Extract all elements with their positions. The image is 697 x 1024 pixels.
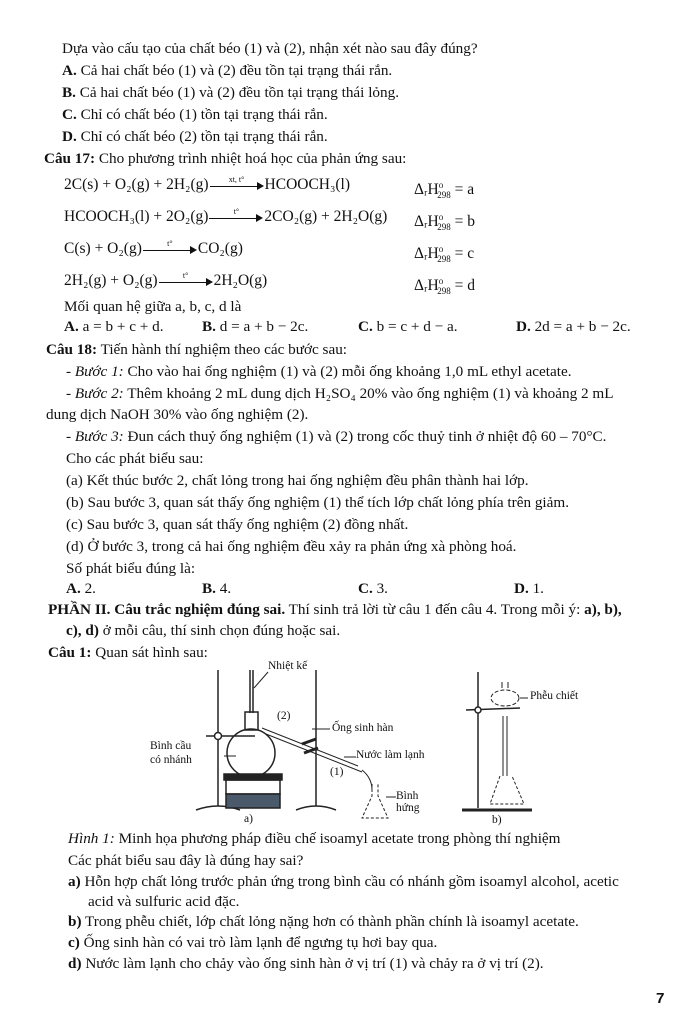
figure-caption-label: Hình 1: [68, 830, 115, 847]
reaction-arrow-icon [143, 239, 197, 256]
statement-text: Hỗn hợp chất lỏng trước phản ứng trong bình cầu có nhánh gồm isoamyl alcohol, acetic [80, 873, 619, 890]
option-key: D. [62, 128, 77, 145]
q18-step-2 [66, 385, 614, 403]
collecting-flask [490, 776, 524, 804]
option-key: C. [62, 106, 77, 123]
reaction-condition: t° [182, 271, 189, 281]
option-key: A. [64, 318, 79, 335]
question-stem: Quan sát hình sau: [91, 644, 208, 661]
q17-relation: Mối quan hệ giữa a, b, c, d là [64, 298, 242, 315]
step-name: Bước 1: [74, 363, 124, 380]
page-number: 7 [656, 990, 665, 1007]
label-flask: Bình cầu [150, 740, 192, 752]
option-key: A. [66, 580, 81, 597]
step-text: Thêm khoảng 2 mL dung dịch H₂SO₄ 20% vào ống nghiệm (1) và khoảng 2 mL [123, 385, 614, 402]
q1-statement-a-cont: acid và sulfuric acid đặc. [88, 893, 240, 910]
q16-option-c [62, 106, 328, 124]
equation-rhs: 2H₂O(g) [213, 272, 268, 289]
equation-rhs: HCOOCH₃(l) [264, 176, 351, 193]
statement-text: Trong phễu chiết, lớp chất lỏng nặng hơn có thành phần chính là isoamyl acetate. [81, 913, 579, 930]
enthalpy-symbol: ΔᵣH [414, 181, 439, 199]
statement-key: c) [68, 934, 80, 951]
label-position-1: (1) [330, 766, 344, 778]
option-text: 2. [80, 580, 96, 597]
q17-equation-2 [64, 207, 387, 227]
q18-header [46, 341, 347, 359]
option-key: D. [514, 580, 529, 597]
option-text: Chỉ có chất béo (2) tồn tại trạng thái rắn. [76, 128, 328, 145]
q1-statement-c [68, 934, 437, 952]
equation-rhs: 2CO₂(g) + 2H₂O(g) [264, 208, 388, 225]
label-position-2: (2) [277, 710, 291, 722]
option-key: B. [202, 580, 216, 597]
q1-statement-b [68, 913, 579, 931]
option-text: 3. [372, 580, 388, 597]
equation-lhs: C(s) + O₂(g) [64, 240, 142, 257]
enthalpy-sub: 298 [437, 222, 451, 233]
option-key: B. [202, 318, 216, 335]
question-stem: Tiến hành thí nghiệm theo các bước sau: [97, 341, 348, 358]
q1-ask: Các phát biểu sau đây là đúng hay sai? [68, 852, 304, 869]
statement-key: a) [68, 873, 81, 890]
q18-step-3 [66, 428, 606, 446]
condenser-clamp [302, 739, 316, 744]
label-separatory-funnel: Phễu chiết [530, 690, 579, 702]
q18-ask: Số phát biểu đúng là: [66, 560, 196, 577]
q18-statement-a: (a) Kết thúc bước 2, chất lỏng trong hai ống nghiệm đều phân thành hai lớp. [66, 472, 529, 489]
flask-neck [245, 712, 258, 730]
q17-equation-3 [64, 239, 243, 259]
enthalpy-value: c [467, 245, 475, 263]
option-text: Chỉ có chất béo (1) tồn tại trạng thái rắn. [76, 106, 328, 123]
figure-caption [68, 830, 560, 848]
q18-statement-c: (c) Sau bước 3, quan sát thấy ống nghiệm (2) đồng nhất. [66, 516, 409, 533]
part2-bold: c), d) [66, 622, 99, 639]
equation-rhs: CO₂(g) [197, 240, 243, 257]
enthalpy-value: b [467, 213, 475, 231]
q18-step-1 [66, 363, 572, 381]
q17-equation-4 [64, 271, 267, 291]
q18-step-2-cont: dung dịch NaOH 30% vào ống nghiệm (2). [46, 406, 309, 423]
statement-text: Nước làm lạnh cho chảy vào ống sinh hàn ở vị trí (1) và chảy ra ở vị trí (2). [81, 955, 544, 972]
step-text: Đun cách thuỷ ống nghiệm (1) và (2) trong cốc thuỷ tinh ở nhiệt độ 60 – 70°C. [123, 428, 607, 445]
clamp [466, 708, 520, 710]
enthalpy-sup: o [438, 180, 444, 190]
q18-option-b [202, 580, 231, 598]
option-text: 1. [528, 580, 544, 597]
clamp-joint [215, 733, 222, 740]
option-text: 4. [215, 580, 232, 597]
part2-header-cont [66, 622, 340, 640]
figure-separatory-funnel [450, 658, 610, 828]
separatory-funnel-diagram [450, 658, 610, 828]
q17-option-a [64, 318, 164, 336]
option-key: D. [516, 318, 531, 335]
question-label: Câu 18: [46, 341, 98, 358]
option-text: d = a + b − 2c. [215, 318, 309, 335]
label-thermometer: Nhiệt kế [268, 660, 308, 672]
enthalpy-sub: 298 [437, 286, 451, 297]
part2-title: PHẦN II. Câu trắc nghiệm đúng sai. [48, 601, 286, 618]
enthalpy-symbol: ΔᵣH [414, 245, 439, 263]
question-label: Câu 17: [44, 150, 96, 167]
enthalpy-symbol: ΔᵣH [414, 213, 439, 231]
caption-a: a) [244, 813, 253, 825]
part2-bold: a), b), [584, 601, 622, 618]
q18-statement-b: (b) Sau bước 3, quan sát thấy ống nghiệm (1) thể tích lớp chất lỏng phía trên giảm. [66, 494, 570, 511]
heater-body [226, 780, 280, 794]
reaction-condition: xt, t° [228, 175, 245, 185]
reaction-condition: t° [233, 207, 240, 217]
reaction-condition: t° [167, 239, 173, 249]
clamp-joint [475, 707, 481, 713]
q16-stem: Dựa vào cấu tạo của chất béo (1) và (2), nhận xét nào sau đây đúng? [62, 40, 478, 57]
label-cooling-water: Nước làm lạnh [356, 749, 425, 761]
enthalpy-sup: o [438, 244, 444, 254]
q16-option-b [62, 84, 399, 102]
question-label: Câu 1: [48, 644, 92, 661]
q16-option-a [62, 62, 392, 80]
q17-header [44, 150, 406, 168]
option-key: B. [62, 84, 76, 101]
step-prefix: - [66, 385, 75, 402]
q18-option-a [66, 580, 96, 598]
option-text: 2d = a + b − 2c. [530, 318, 631, 335]
statement-key: b) [68, 913, 82, 930]
q18-statement-d: (d) Ở bước 3, trong cả hai ống nghiệm đều xảy ra phản ứng xà phòng hoá. [66, 538, 517, 555]
equation-lhs: HCOOCH₃(l) + 2O₂(g) [64, 208, 209, 225]
q1-statement-d [68, 955, 544, 973]
heater-base [226, 794, 280, 808]
q18-option-c [358, 580, 388, 598]
enthalpy-1: ΔᵣH$^o_{298}$ = a [414, 180, 475, 201]
option-text: b = c + d − a. [372, 318, 458, 335]
q18-option-d [514, 580, 544, 598]
question-stem: Cho phương trình nhiệt hoá học của phản ứng sau: [95, 150, 407, 167]
q17-option-b [202, 318, 308, 336]
enthalpy-sup: o [438, 276, 444, 286]
enthalpy-value: d [467, 277, 475, 295]
step-prefix: - [66, 363, 75, 380]
heater-top [224, 774, 282, 780]
option-key: A. [62, 62, 77, 79]
reaction-arrow-icon [159, 271, 213, 288]
figure-caption-text: Minh họa phương pháp điều chế isoamyl acetate trong phòng thí nghiệm [114, 830, 561, 847]
enthalpy-4: ΔᵣH$^o_{298}$ = d [414, 276, 475, 297]
receiving-flask [362, 784, 388, 818]
label-flask-line2: có nhánh [150, 754, 192, 766]
part2-text: Thí sinh trả lời từ câu 1 đến câu 4. Trong mỗi ý: [285, 601, 585, 618]
step-name: Bước 3: [74, 428, 124, 445]
q17-option-d [516, 318, 631, 336]
statement-text: Ống sinh hàn có vai trò làm lạnh để ngưng tụ hơi bay qua. [79, 934, 438, 951]
equation-lhs: 2C(s) + O₂(g) + 2H₂(g) [64, 176, 209, 193]
part2-header [48, 601, 622, 619]
option-text: Cả hai chất béo (1) và (2) đều tồn tại trạng thái lỏng. [75, 84, 399, 101]
option-text: a = b + c + d. [78, 318, 164, 335]
option-key: C. [358, 580, 373, 597]
reaction-arrow-icon [210, 175, 264, 192]
label-receiver: Bình hứng [396, 790, 420, 814]
stand-base-right [296, 806, 336, 810]
q18-intro: Cho các phát biểu sau: [66, 450, 204, 467]
funnel [491, 690, 519, 706]
q17-option-c [358, 318, 458, 336]
option-key: C. [358, 318, 373, 335]
enthalpy-sub: 298 [437, 254, 451, 265]
statement-key: d) [68, 955, 82, 972]
step-prefix: - [66, 428, 75, 445]
equation-lhs: 2H₂(g) + O₂(g) [64, 272, 158, 289]
step-name: Bước 2: [74, 385, 124, 402]
reaction-arrow-icon [209, 207, 263, 224]
step-text: Cho vào hai ống nghiệm (1) và (2) mỗi ống khoảng 1,0 mL ethyl acetate. [123, 363, 572, 380]
label-condenser: Ống sinh hàn [332, 722, 394, 734]
q17-equation-1 [64, 175, 350, 195]
enthalpy-2: ΔᵣH$^o_{298}$ = b [414, 212, 475, 233]
enthalpy-sup: o [438, 212, 444, 222]
enthalpy-sub: 298 [437, 190, 451, 201]
option-text: Cả hai chất béo (1) và (2) đều tồn tại trạng thái rắn. [76, 62, 393, 79]
figure-distillation-apparatus [140, 658, 440, 828]
enthalpy-3: ΔᵣH$^o_{298}$ = c [414, 244, 475, 265]
q1-statement-a [68, 873, 619, 891]
enthalpy-symbol: ΔᵣH [414, 277, 439, 295]
caption-b: b) [492, 814, 502, 826]
enthalpy-value: a [467, 181, 475, 199]
part2-text: ở mỗi câu, thí sinh chọn đúng hoặc sai. [98, 622, 341, 639]
q16-option-d [62, 128, 328, 146]
